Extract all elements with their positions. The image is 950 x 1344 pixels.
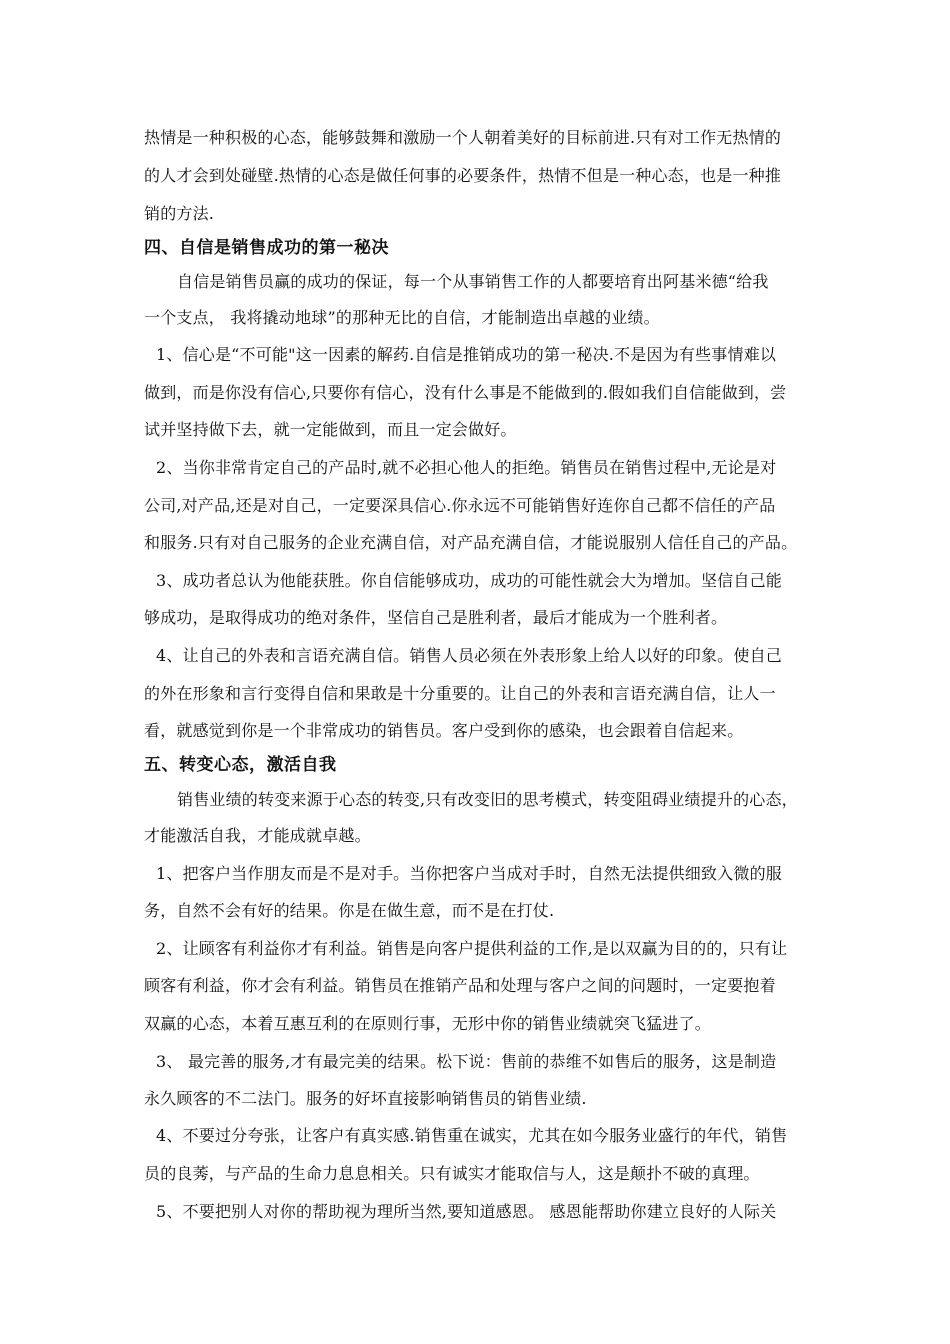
paragraph-line: 的人才会到处碰壁.热情的心态是做任何事的必要条件，热情不但是一种心态，也是一种推 — [144, 166, 782, 185]
paragraph-line: 够成功，是取得成功的绝对条件，坚信自己是胜利者，最后才能成为一个胜利者。 — [144, 608, 728, 627]
paragraph-line: 永久顾客的不二法门。服务的好坏直接影响销售员的销售业绩. — [144, 1089, 587, 1108]
paragraph-line: 才能激活自我，才能成就卓越。 — [144, 826, 371, 845]
paragraph-line: 热情是一种积极的心态，能够鼓舞和激励一个人朝着美好的目标前进.只有对工作无热情的 — [144, 128, 782, 147]
section-heading-5: 五、转变心态，激活自我 — [144, 755, 337, 775]
paragraph-line: 务，自然不会有好的结果。你是在做生意，而不是在打仗. — [144, 901, 555, 920]
section-heading-4: 四、自信是销售成功的第一秘决 — [144, 238, 389, 258]
paragraph-line: 销售业绩的转变来源于心态的转变,只有改变旧的思考模式，转变阻碍业绩提升的心态， — [177, 790, 798, 809]
list-item-line: 3、成功者总认为他能获胜。你自信能够成功，成功的可能性就会大为增加。坚信自己能 — [156, 571, 782, 590]
list-item-line: 1、把客户当作朋友而是不是对手。当你把客户当成对手时，自然无法提供细致入微的服 — [156, 864, 782, 883]
paragraph-line: 和服务.只有对自己服务的企业充满自信，对产品充满自信，才能说服别人信任自己的产品。 — [144, 533, 798, 552]
list-item-line: 4、不要过分夸张，让客户有真实感.销售重在诚实，尤其在如今服务业盛行的年代，销售 — [156, 1126, 788, 1145]
paragraph-line: 双赢的心态，本着互惠互利的在原则行事，无形中你的销售业绩就突飞猛进了。 — [144, 1014, 712, 1033]
paragraph-line: 做到，而是你没有信心,只要你有信心，没有什么事是不能做到的.假如我们自信能做到，尝 — [144, 383, 787, 402]
list-item-line: 5、不要把别人对你的帮助视为理所当然,要知道感恩。 感恩能帮助你建立良好的人际关 — [156, 1202, 777, 1221]
list-item-line: 4、让自己的外表和言语充满自信。销售人员必须在外表形象上给人以好的印象。使自己 — [156, 646, 782, 665]
paragraph-line: 看，就感觉到你是一个非常成功的销售员。客户受到你的感染，也会跟着自信起来。 — [144, 721, 744, 740]
list-item-line: 2、让顾客有利益你才有利益。销售是向客户提供利益的工作,是以双赢为目的的，只有让 — [156, 939, 788, 958]
paragraph-line: 自信是销售员赢的成功的保证，每一个从事销售工作的人都要培育出阿基米德“给我 — [177, 272, 769, 291]
paragraph-line: 员的良莠，与产品的生命力息息相关。只有诚实才能取信与人，这是颠扑不破的真理。 — [144, 1164, 760, 1183]
list-item-line: 3、 最完善的服务,才有最完美的结果。松下说：售前的恭维不如售后的服务，这是制造 — [156, 1052, 777, 1071]
paragraph-line: 的外在形象和言行变得自信和果敢是十分重要的。让自己的外表和言语充满自信，让人一 — [144, 684, 776, 703]
paragraph-line: 销的方法. — [144, 204, 215, 223]
paragraph-line: 一个支点， 我将撬动地球”的那种无比的自信，才能制造出卓越的业绩。 — [144, 308, 660, 327]
list-item-line: 2、当你非常肯定自己的产品时,就不必担心他人的拒绝。销售员在销售过程中,无论是对 — [156, 458, 777, 477]
list-item-line: 1、信心是“不可能"这一因素的解药.自信是推销成功的第一秘决.不是因为有些事情难以 — [156, 345, 777, 364]
paragraph-line: 试并坚持做下去，就一定能做到，而且一定会做好。 — [144, 420, 517, 439]
paragraph-line: 顾客有利益，你才会有利益。销售员在推销产品和处理与客户之间的问题时，一定要抱着 — [144, 976, 776, 995]
paragraph-line: 公司,对产品,还是对自己，一定要深具信心.你永远不可能销售好连你自己都不信任的产品 — [144, 496, 776, 515]
